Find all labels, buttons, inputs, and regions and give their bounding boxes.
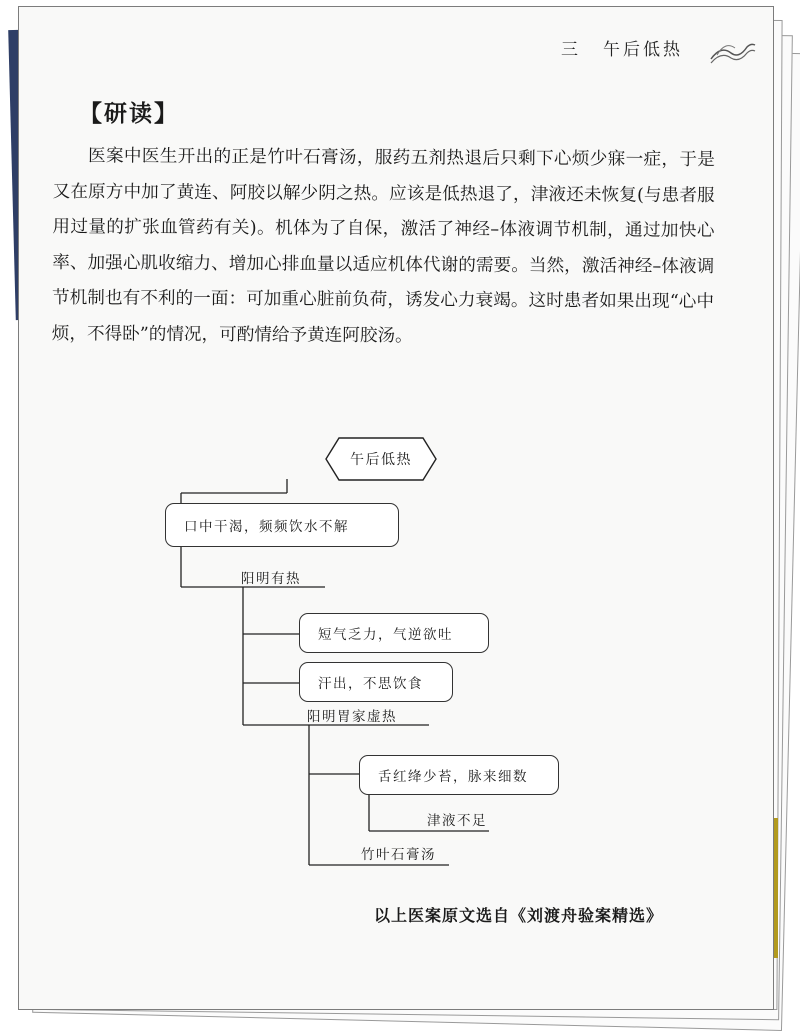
syndrome-label-2: 阳明胃家虚热: [307, 709, 397, 725]
symptom-node-4: 舌红绛少苔，脉来细数: [359, 755, 559, 795]
syndrome-label-3: 津液不足: [427, 813, 487, 829]
source-credit: 以上医案原文选自《刘渡舟验案精选》: [374, 906, 664, 925]
section-heading: 【研读】: [79, 101, 179, 127]
section-title: 午后低热: [603, 40, 683, 60]
formula-label: 竹叶石膏汤: [361, 847, 436, 863]
symptom-node-1: 口中干渴，频频饮水不解: [165, 503, 399, 547]
symptom-node-2: 短气乏力，气逆欲吐: [299, 613, 489, 653]
section-number: 三: [561, 40, 581, 60]
syndrome-label-1: 阳明有热: [241, 571, 301, 587]
root-node-label: 午后低热: [350, 452, 412, 468]
body-text: 医案中医生开出的正是竹叶石膏汤，服药五剂热退后只剩下心烦少寐一症，于是又在原方中加了黄连、阿胶以解少阴之热。应该是低热退了，津液还未恢复(与患者服用过量的扩张血管药有关)。机体为了自保，激活了神经–体液调节机制，通过加快心率、加强心肌收缩力、增加心排血量以适应机体代谢的需要。当然，激活神经–体液调节机制也有不利的一面：可加重心脏前负荷，诱发心力衰竭。这时患者如果出现“心中烦，不得卧”的情况，可酌情给予黄连阿胶汤。: [51, 146, 715, 346]
symptom-node-3: 汗出，不思饮食: [299, 662, 453, 702]
root-node: [325, 437, 437, 481]
book-page: [18, 6, 774, 1010]
